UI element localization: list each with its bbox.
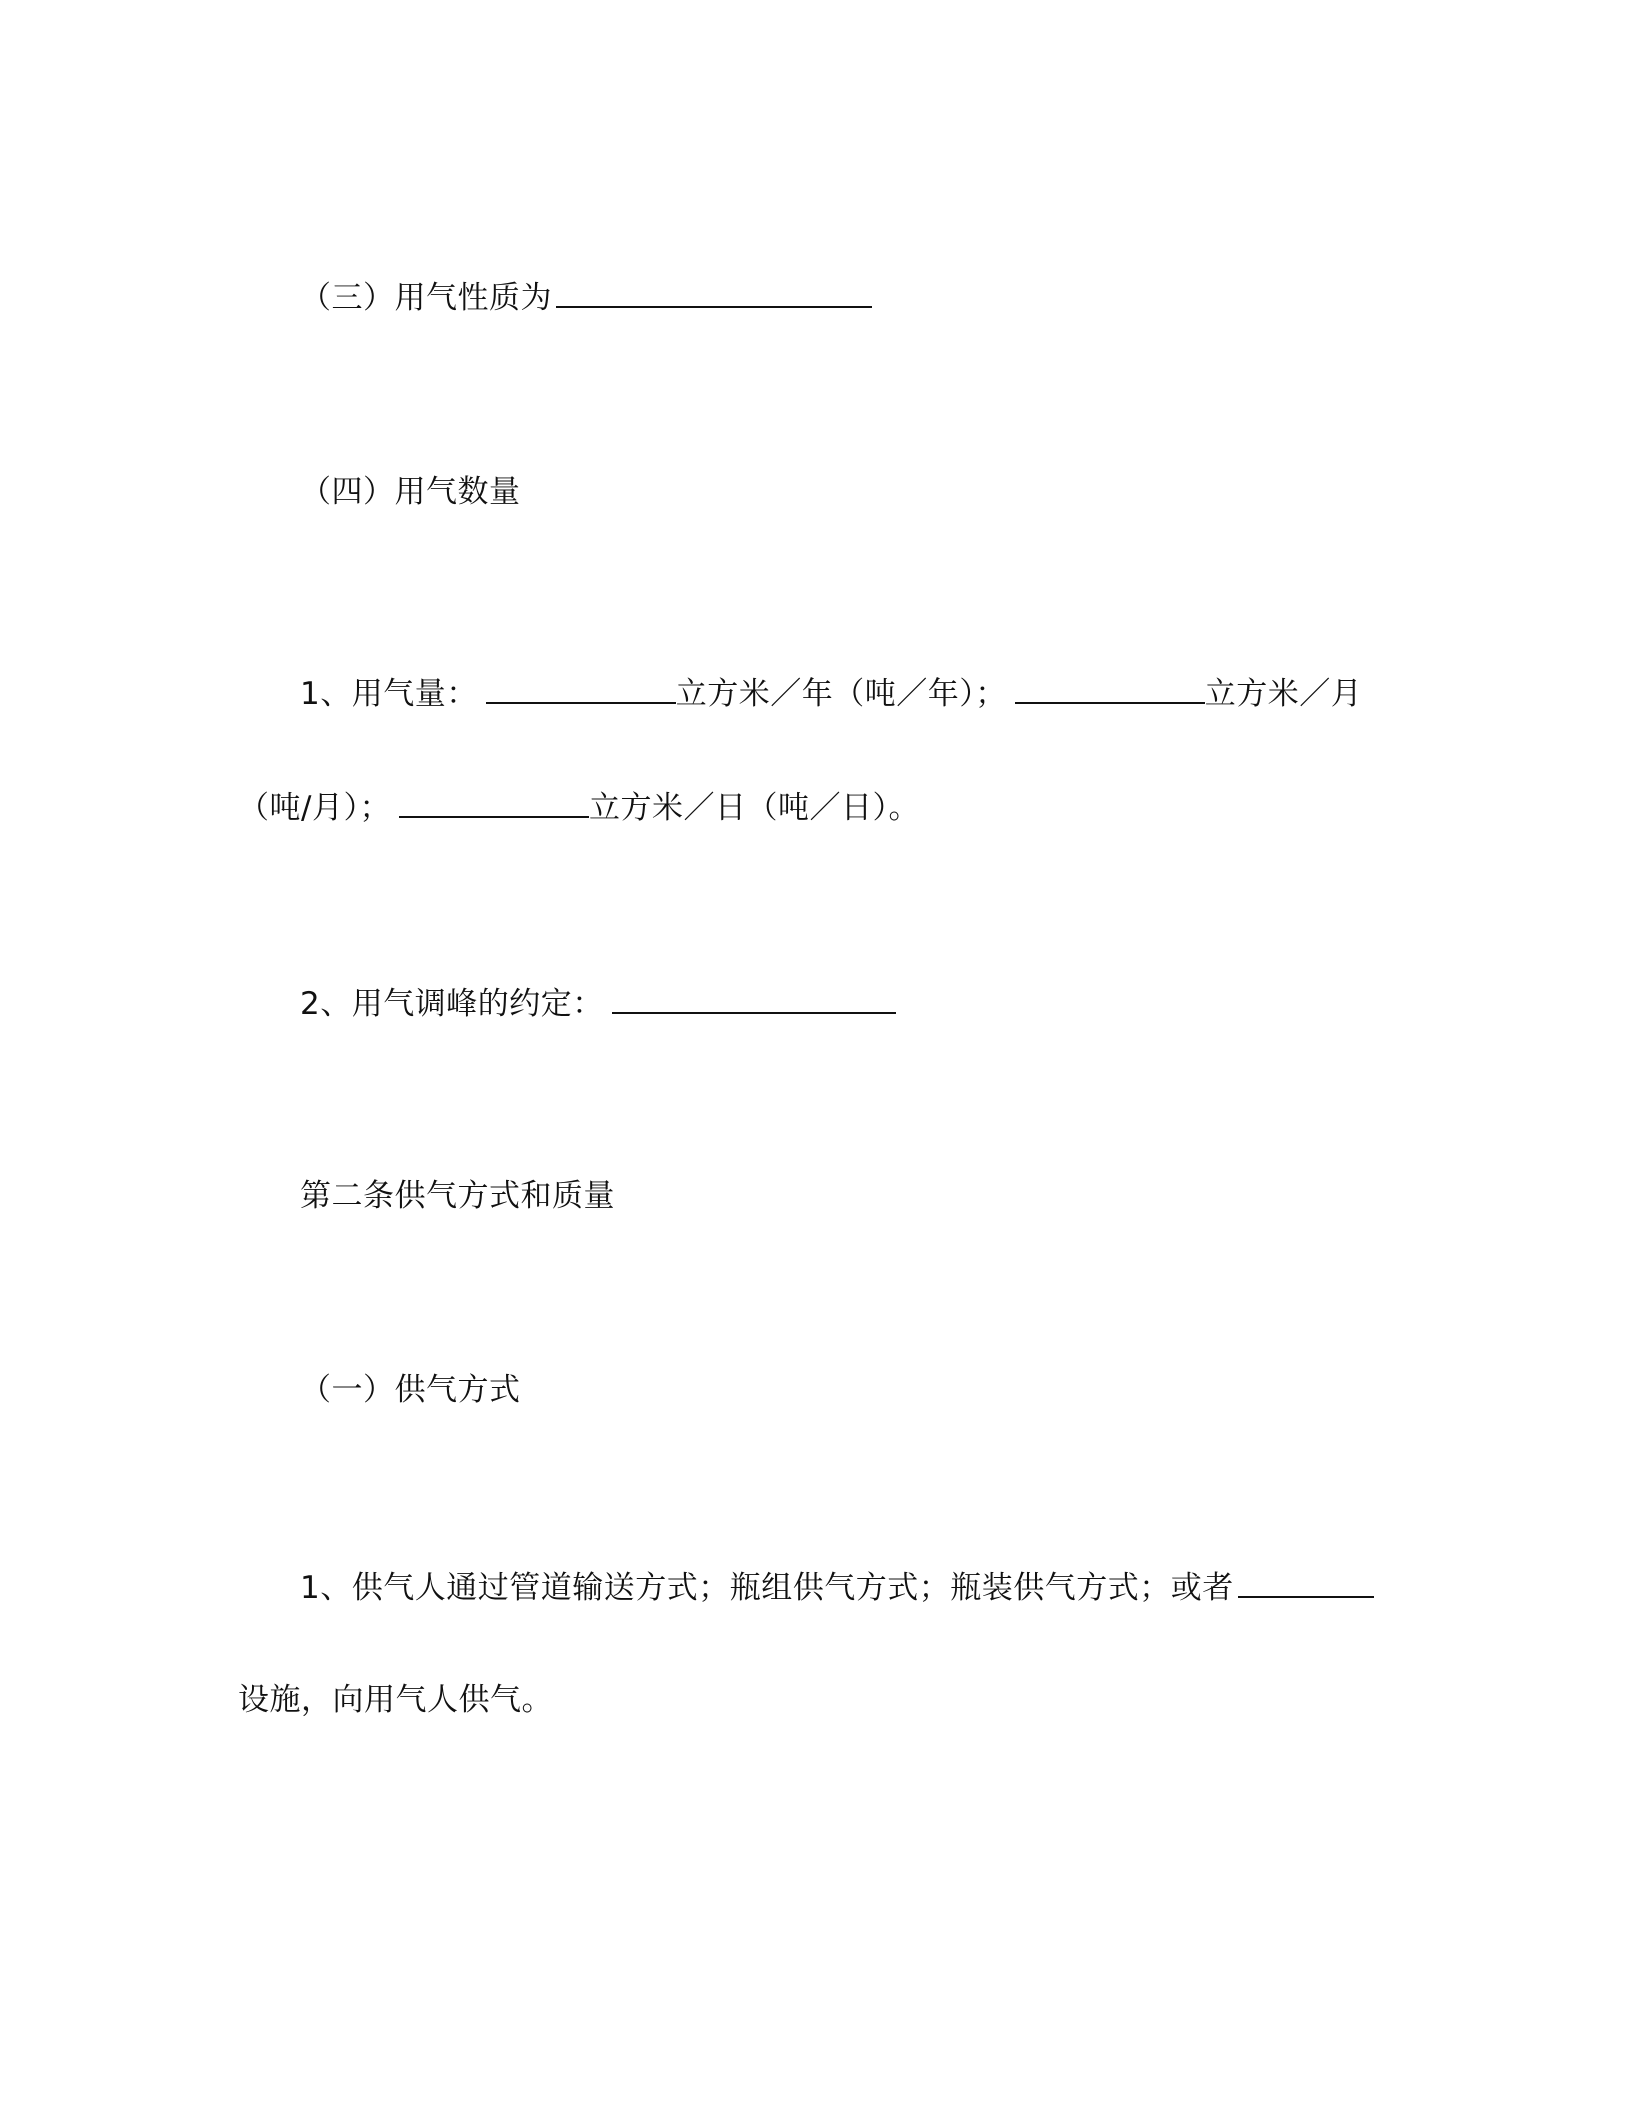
supply-method-line-continued [238, 1680, 553, 1720]
article-2-title [300, 1176, 615, 1216]
daily-amount-blank[interactable] [399, 786, 589, 818]
peak-shaving-label: 2、用气调峰的约定： [300, 986, 604, 1022]
supply-mode-label: （一）供气方式 [300, 1372, 521, 1408]
usage-amount-line [300, 672, 1362, 714]
daily-unit: 立方米／日（吨／日）。 [588, 790, 920, 826]
usage-quantity-heading [300, 472, 521, 512]
peak-shaving-blank[interactable] [612, 982, 896, 1014]
supply-mode-heading [300, 1370, 521, 1410]
usage-amount-line-continued [238, 786, 920, 828]
supply-method-text-end: 设施，向用气人供气。 [238, 1682, 553, 1718]
supply-facility-blank[interactable] [1238, 1566, 1374, 1598]
monthly-amount-blank[interactable] [1015, 672, 1205, 704]
article-2-label: 第二条供气方式和质量 [300, 1178, 615, 1214]
monthly-unit: 立方米／月 [1204, 676, 1363, 712]
supply-method-line [300, 1566, 1374, 1608]
peak-shaving-line [300, 982, 896, 1024]
monthly-unit-tons: （吨/月）； [238, 790, 391, 826]
yearly-unit: 立方米／年（吨／年）； [675, 676, 1007, 712]
usage-quantity-label: （四）用气数量 [300, 474, 521, 510]
usage-amount-label: 1、用气量： [300, 676, 478, 712]
usage-nature-label: （三）用气性质为 [300, 280, 552, 316]
usage-nature-blank[interactable] [556, 276, 872, 308]
usage-nature-line [300, 276, 872, 318]
supply-method-text: 1、供气人通过管道输送方式；瓶组供气方式；瓶装供气方式；或者 [300, 1570, 1234, 1606]
yearly-amount-blank[interactable] [486, 672, 676, 704]
